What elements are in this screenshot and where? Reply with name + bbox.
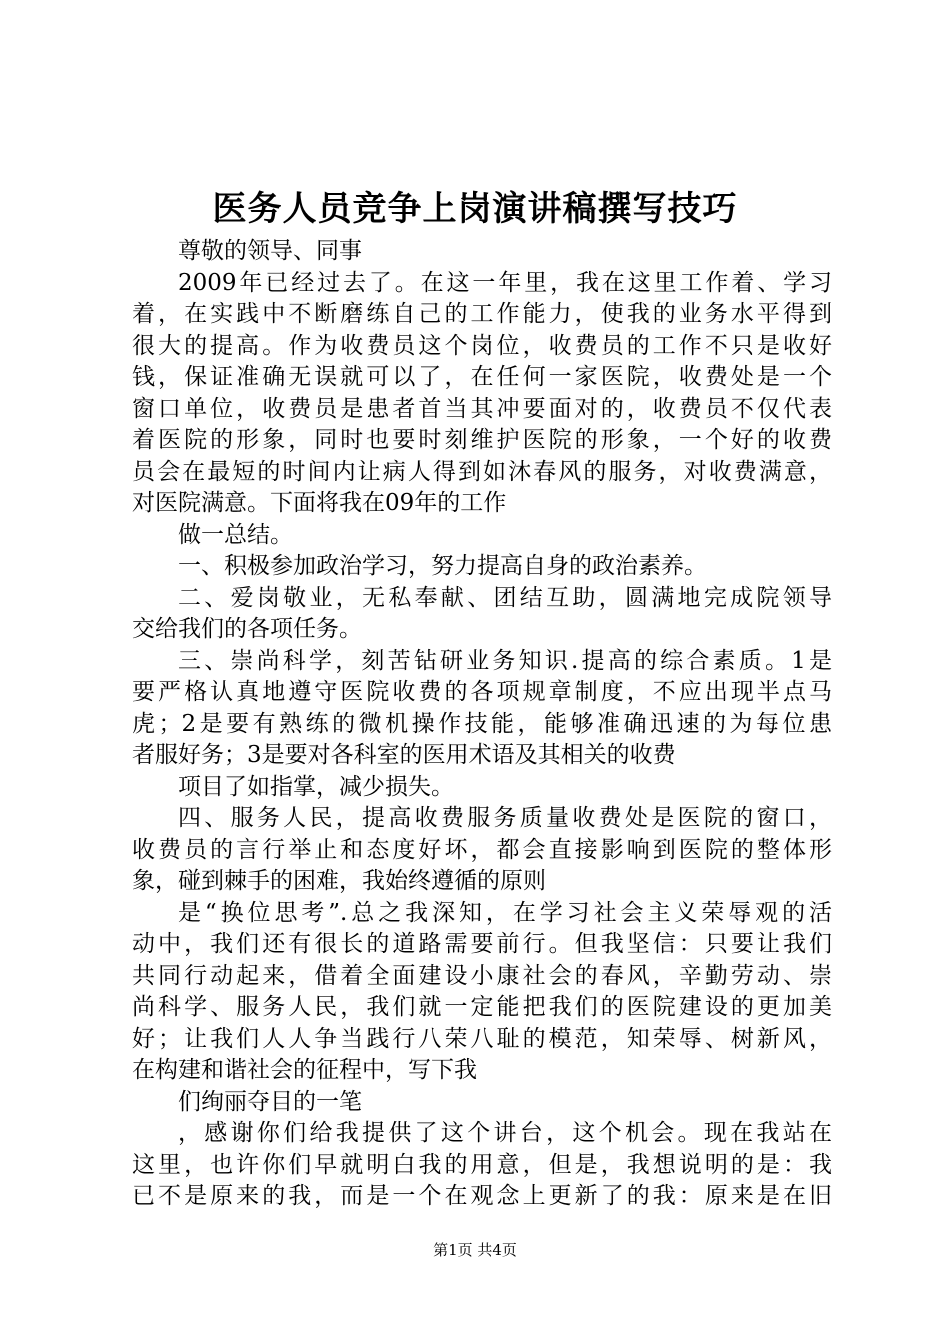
- text-line: 收费员的言行举止和态度好坏，都会直接影响到医院的整体形: [132, 836, 832, 863]
- text-line: 共同行动起来，借着全面建设小康社会的春风，辛勤劳动、崇: [132, 962, 832, 989]
- text-line: 是“换位思考”.总之我深知，在学习社会主义荣辱观的活: [178, 899, 832, 926]
- text-line: 做一总结。: [178, 521, 293, 548]
- text-line: 三、崇尚科学，刻苦钻研业务知识.提高的综合素质。1是: [178, 647, 832, 674]
- text-line: 虎；2是要有熟练的微机操作技能，能够准确迅速的为每位患: [132, 710, 832, 737]
- text-line: 好；让我们人人争当践行八荣八耻的模范，知荣辱、树新风，: [132, 1025, 832, 1052]
- document-title: 医务人员竞争上岗演讲稿撰写技巧: [212, 189, 738, 229]
- text-line: 在构建和谐社会的征程中，写下我: [132, 1057, 477, 1083]
- text-line: 窗口单位，收费员是患者首当其冲要面对的，收费员不仅代表: [132, 395, 832, 422]
- text-line: ，感谢你们给我提供了这个讲台，这个机会。现在我站在: [178, 1120, 832, 1146]
- text-line: 要严格认真地遵守医院收费的各项规章制度，不应出现半点马: [132, 679, 832, 705]
- text-line: 这里，也许你们早就明白我的用意，但是，我想说明的是：我: [132, 1151, 832, 1178]
- text-line: 钱，保证准确无误就可以了，在任何一家医院，收费处是一个: [132, 364, 832, 390]
- text-line: 二、爱岗敬业，无私奉献、团结互助，圆满地完成院领导: [178, 584, 832, 611]
- text-line: 着，在实践中不断磨练自己的工作能力，使我的业务水平得到: [132, 301, 832, 327]
- text-line: 尚科学、服务人民，我们就一定能把我们的医院建设的更加美: [132, 994, 832, 1020]
- text-line: 四、服务人民，提高收费服务质量收费处是医院的窗口，: [178, 805, 832, 831]
- page-footer: 第1页 共4页: [433, 1241, 517, 1259]
- text-line: 们绚丽夺目的一笔: [178, 1088, 362, 1115]
- text-line: 交给我们的各项任务。: [132, 616, 362, 642]
- text-line: 尊敬的领导、同事: [178, 238, 362, 264]
- text-line: 已不是原来的我，而是一个在观念上更新了的我：原来是在旧: [132, 1183, 832, 1209]
- text-line: 2009年已经过去了。在这一年里，我在这里工作着、学习: [178, 269, 832, 296]
- text-line: 象，碰到棘手的困难，我始终遵循的原则: [132, 868, 546, 894]
- text-line: 着医院的形象，同时也要时刻维护医院的形象，一个好的收费: [132, 427, 832, 453]
- text-line: 动中，我们还有很长的道路需要前行。但我坚信：只要让我们: [132, 931, 832, 957]
- document-body: [132, 236, 832, 1213]
- text-line: 者服好务；3是要对各科室的医用术语及其相关的收费: [132, 742, 676, 768]
- text-line: 很大的提高。作为收费员这个岗位，收费员的工作不只是收好: [132, 332, 832, 359]
- text-line: 对医院满意。下面将我在09年的工作: [132, 490, 507, 516]
- text-line: 员会在最短的时间内让病人得到如沐春风的服务，对收费满意，: [132, 458, 832, 485]
- text-line: 项目了如指掌，减少损失。: [178, 773, 454, 800]
- text-line: 一、积极参加政治学习，努力提高自身的政治素养。: [178, 553, 707, 579]
